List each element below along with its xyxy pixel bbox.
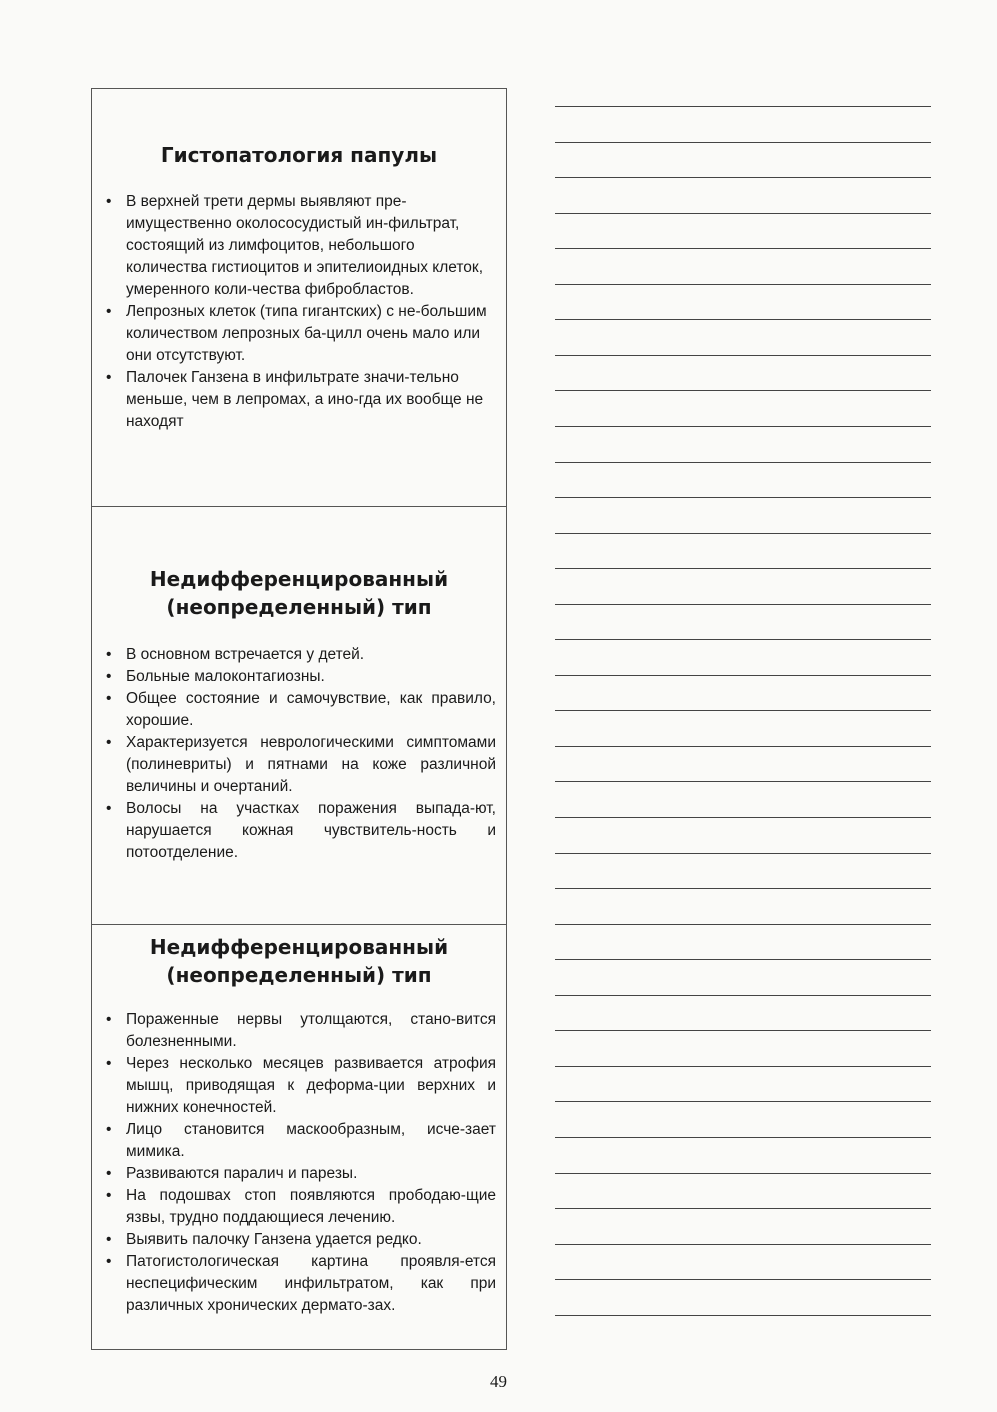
- note-line: [555, 853, 931, 854]
- note-line: [555, 888, 931, 889]
- slide-title: Гистопатология папулы: [160, 143, 438, 167]
- note-line: [555, 426, 931, 427]
- list-item: • На подошвах стоп появляются прободаю-щие язвы, трудно поддающиеся лечению.: [106, 1185, 496, 1229]
- page-number: 49: [490, 1372, 507, 1391]
- note-line: [555, 746, 931, 747]
- note-line: [555, 319, 931, 320]
- bullet-list: [106, 644, 496, 864]
- note-line: [555, 533, 931, 534]
- bullet-list: [106, 191, 496, 433]
- note-line: [555, 1208, 931, 1209]
- slide-1: [92, 89, 506, 507]
- list-item: • В верхней трети дермы выявляют пре-имущественно околососудистый ин-фильтрат, состоящий из лимфоцитов, небольшого количества гистиоцитов и эпителиоидных клеток, умеренного коли-чества фибробластов.: [106, 191, 496, 301]
- note-line: [555, 639, 931, 640]
- list-item: • Больные малоконтагиозны.: [106, 666, 496, 688]
- slide-3: [92, 925, 506, 1349]
- list-item: • Палочек Ганзена в инфильтрате значи-тельно меньше, чем в лепромах, а ино-гда их вообще не находят: [106, 367, 496, 433]
- note-line: [555, 1101, 931, 1102]
- note-line: [555, 959, 931, 960]
- note-line: [555, 568, 931, 569]
- note-line: [555, 248, 931, 249]
- note-line: [555, 1173, 931, 1174]
- list-item: • Пораженные нервы утолщаются, стано-вится болезненными.: [106, 1009, 496, 1053]
- slide-column: [91, 88, 507, 1350]
- note-line: [555, 710, 931, 711]
- note-line: [555, 995, 931, 996]
- list-item: • Выявить палочку Ганзена удается редко.: [106, 1229, 496, 1251]
- note-line: [555, 213, 931, 214]
- notes-lines-area: [555, 88, 931, 1348]
- note-line: [555, 817, 931, 818]
- list-item: • В основном встречается у детей.: [106, 644, 496, 666]
- note-line: [555, 390, 931, 391]
- note-line: [555, 1030, 931, 1031]
- note-line: [555, 142, 931, 143]
- list-item: • Общее состояние и самочувствие, как правило, хорошие.: [106, 688, 496, 732]
- note-line: [555, 1137, 931, 1138]
- note-line: [555, 604, 931, 605]
- note-line: [555, 1315, 931, 1316]
- slide-title: Недифференцированный (неопределенный) тип: [149, 567, 449, 619]
- list-item: • Волосы на участках поражения выпада-ют, нарушается кожная чувствитель-ность и потоотделение.: [106, 798, 496, 864]
- slide-title: Недифференцированный (неопределенный) тип: [149, 935, 449, 987]
- bullet-list: [106, 1009, 496, 1317]
- note-line: [555, 1066, 931, 1067]
- note-line: [555, 355, 931, 356]
- list-item: • Патогистологическая картина проявля-ется неспецифическим инфильтратом, как при различных хронических дермато-зах.: [106, 1251, 496, 1317]
- list-item: • Лицо становится маскообразным, исче-зает мимика.: [106, 1119, 496, 1163]
- note-line: [555, 1244, 931, 1245]
- list-item: • Характеризуется неврологическими симптомами (полиневриты) и пятнами на коже различной величины и очертаний.: [106, 732, 496, 798]
- note-line: [555, 284, 931, 285]
- list-item: • Развиваются паралич и парезы.: [106, 1163, 496, 1185]
- slide-2: [92, 507, 506, 925]
- note-line: [555, 675, 931, 676]
- note-line: [555, 462, 931, 463]
- note-line: [555, 177, 931, 178]
- note-line: [555, 924, 931, 925]
- note-line: [555, 106, 931, 107]
- note-line: [555, 1279, 931, 1280]
- note-line: [555, 781, 931, 782]
- list-item: • Через несколько месяцев развивается атрофия мышц, приводящая к деформа-ции верхних и нижних конечностей.: [106, 1053, 496, 1119]
- note-line: [555, 497, 931, 498]
- list-item: • Лепрозных клеток (типа гигантских) с не-большим количеством лепрозных ба-цилл очень мало или они отсутствуют.: [106, 301, 496, 367]
